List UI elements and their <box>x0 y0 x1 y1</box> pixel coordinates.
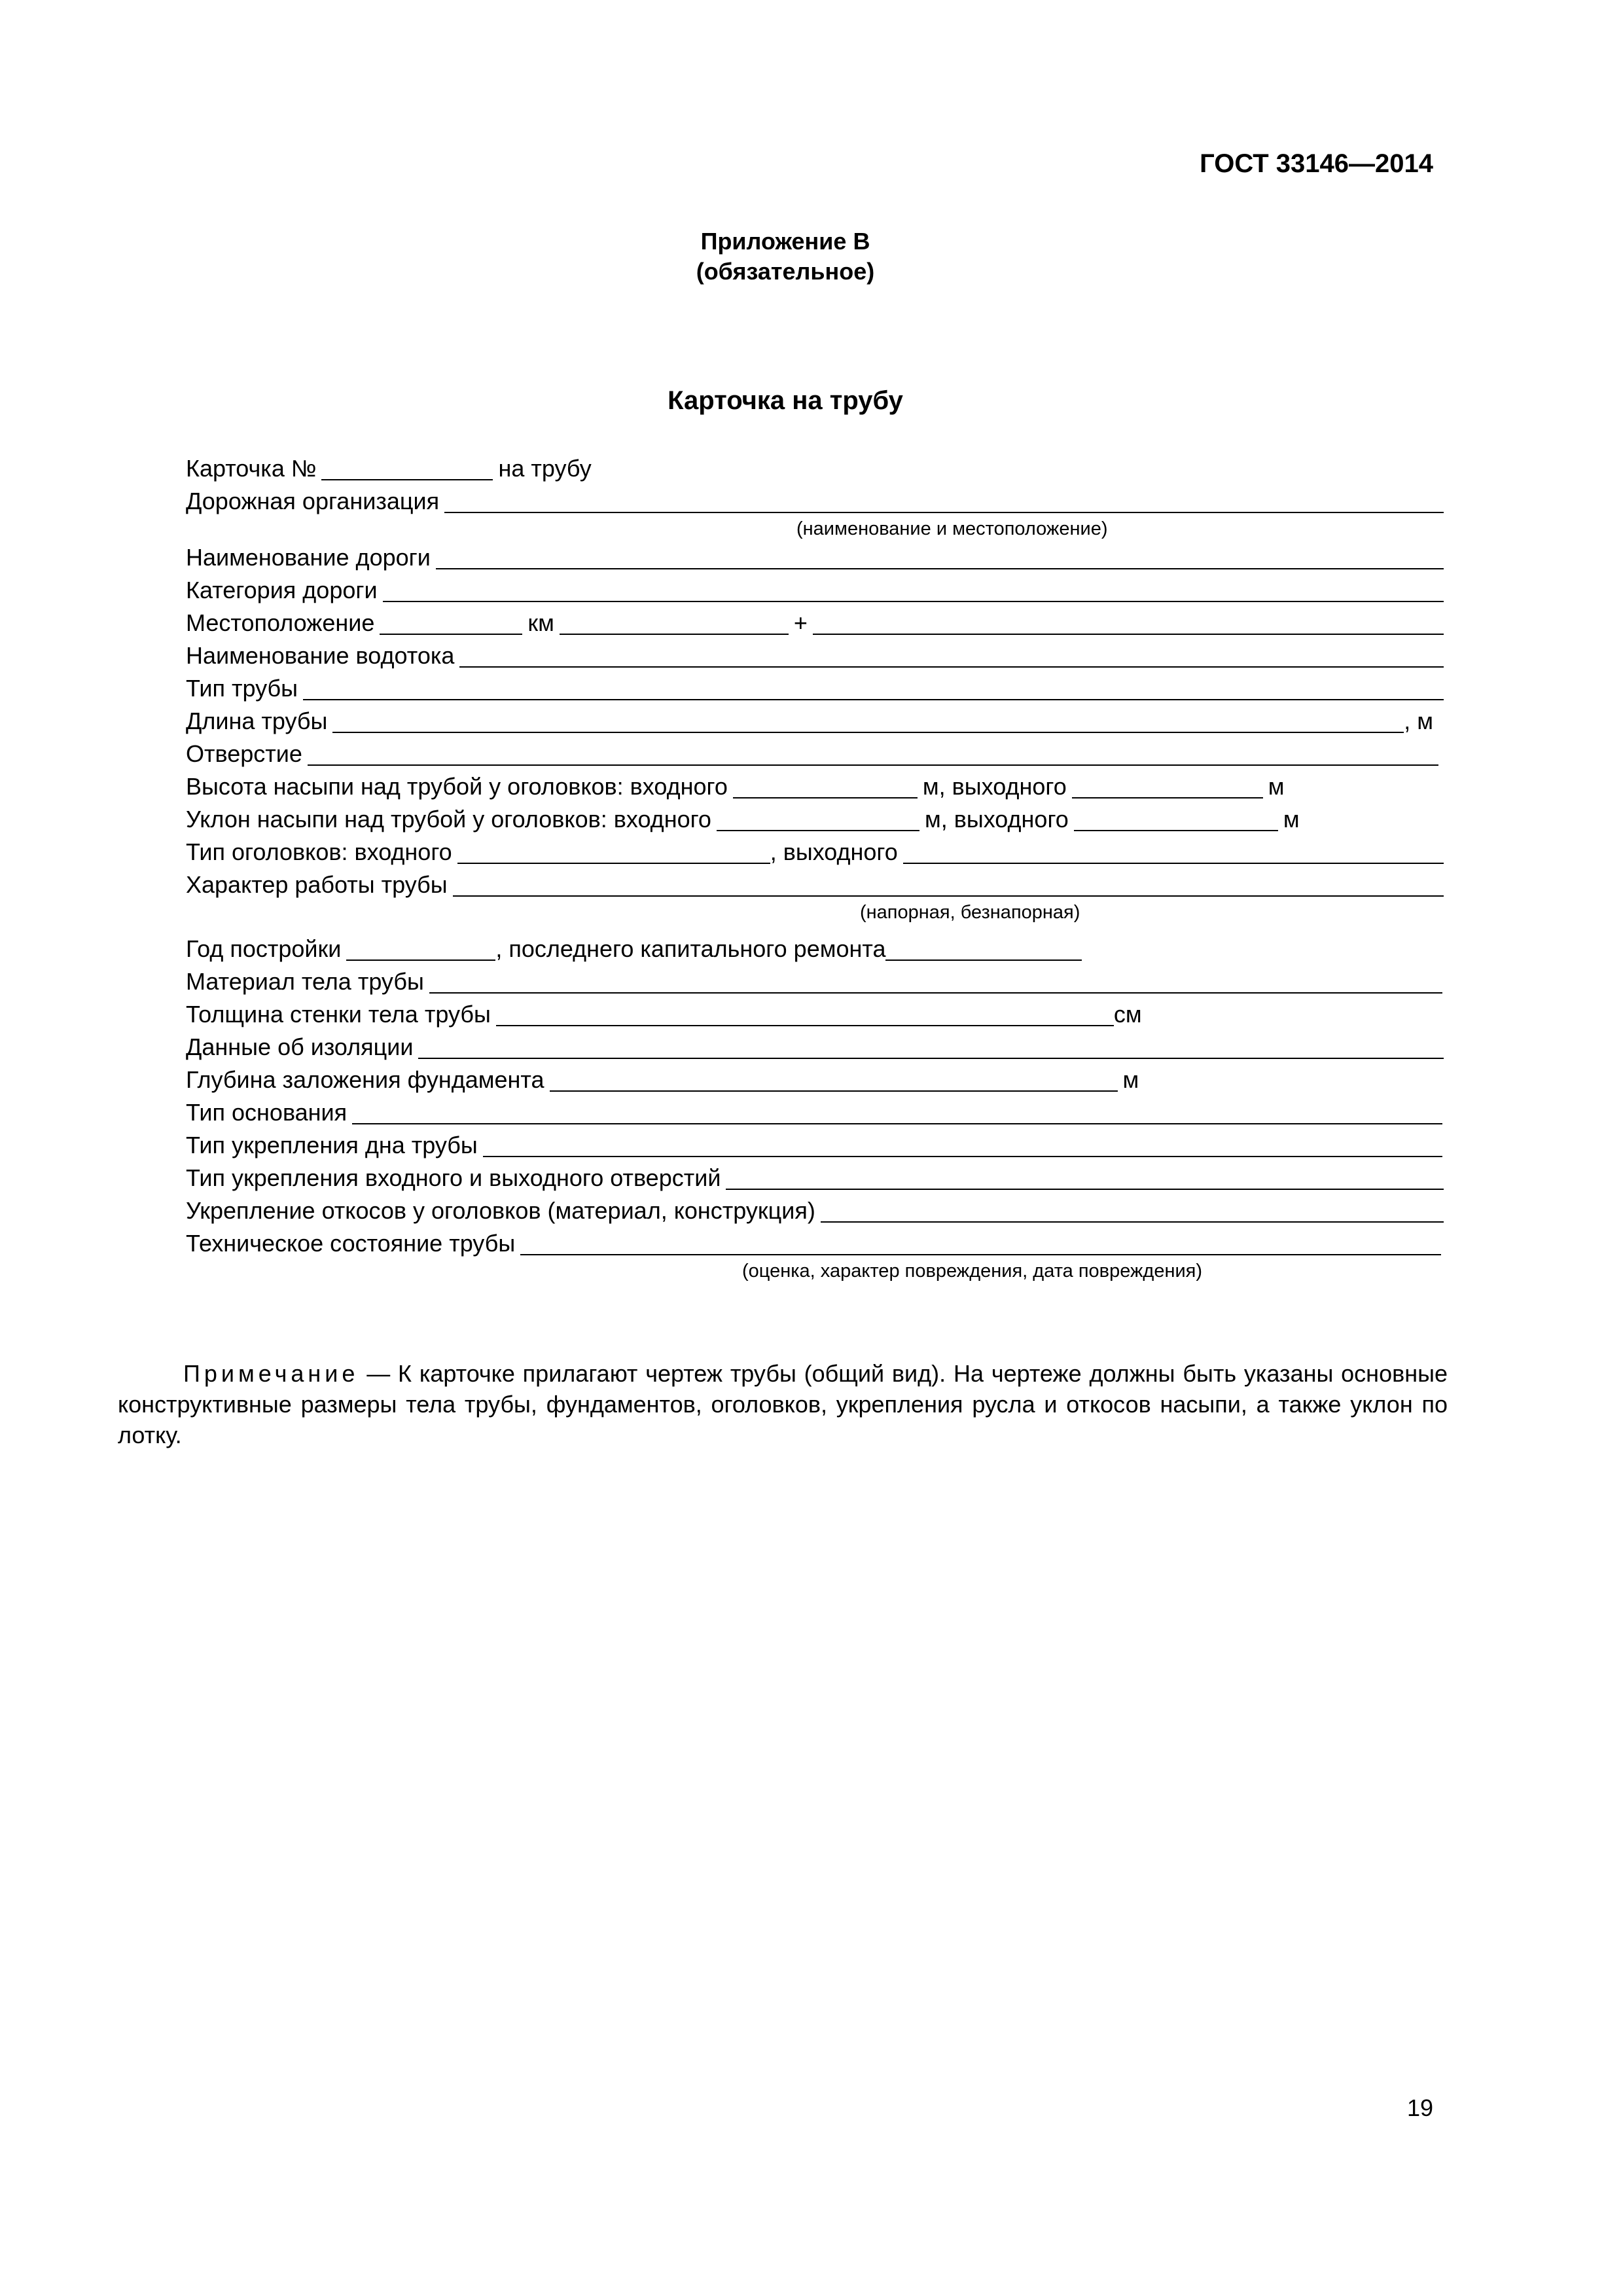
field-label: Местоположение <box>186 609 375 636</box>
base-type-blank[interactable] <box>352 1123 1442 1124</box>
unit-km: км <box>527 609 554 636</box>
field-pipe-type <box>186 672 1449 704</box>
field-label: Тип трубы <box>186 675 298 702</box>
work-mode-blank[interactable] <box>453 895 1444 897</box>
pipe-card-form <box>186 452 1449 1283</box>
road-category-blank[interactable] <box>383 601 1444 602</box>
field-label: Наименование водотока <box>186 642 455 669</box>
fill-slope-out-blank[interactable] <box>1074 830 1278 831</box>
caption-text: (оценка, характер повреждения, дата повреждения) <box>742 1261 1203 1282</box>
field-label: Длина трубы <box>186 708 328 734</box>
field-pipe-length <box>186 704 1449 737</box>
note-label: Примечание <box>183 1360 359 1387</box>
field-label: Техническое состояние трубы <box>186 1230 516 1257</box>
field-insulation <box>186 1030 1449 1063</box>
build-year-blank[interactable] <box>346 960 495 961</box>
head-type-out-blank[interactable] <box>903 863 1444 864</box>
field-opening <box>186 737 1449 770</box>
location-m-blank[interactable] <box>560 634 789 635</box>
field-road-org <box>186 484 1449 517</box>
field-label: Дорожная организация <box>186 488 440 514</box>
field-mid-label: , выходного <box>770 838 898 865</box>
annex-title: Приложение В <box>700 228 870 255</box>
unit-m: , м <box>1404 708 1433 734</box>
caption-text: (напорная, безнапорная) <box>860 902 1080 923</box>
card-number-blank[interactable] <box>321 479 493 480</box>
field-head-type <box>186 835 1449 868</box>
insulation-blank[interactable] <box>418 1058 1444 1059</box>
head-type-in-blank[interactable] <box>457 863 770 864</box>
note-dash: — <box>366 1360 391 1387</box>
openings-reinforcement-blank[interactable] <box>726 1189 1444 1190</box>
unit-m: м <box>1268 773 1285 800</box>
field-label: Материал тела трубы <box>186 968 424 995</box>
unit-cm: см <box>1113 1001 1142 1028</box>
caption-text: (наименование и местоположение) <box>796 518 1108 539</box>
unit-m: м <box>1122 1066 1139 1093</box>
field-label: Глубина заложения фундамента <box>186 1066 544 1093</box>
field-label: Отверстие <box>186 740 302 767</box>
field-suffix: на трубу <box>498 455 592 482</box>
bottom-reinforcement-blank[interactable] <box>483 1156 1442 1157</box>
field-label: Толщина стенки тела трубы <box>186 1001 491 1028</box>
field-openings-reinforcement <box>186 1161 1449 1194</box>
plus-sign: + <box>793 609 808 636</box>
field-technical-state <box>186 1227 1449 1259</box>
field-mid-label: , последнего капитального ремонта <box>495 935 886 962</box>
field-card-number <box>186 452 1449 484</box>
field-label: Тип оголовков: входного <box>186 838 452 865</box>
field-label: Высота насыпи над трубой у оголовков: входного <box>186 773 728 800</box>
work-mode-caption <box>186 901 1449 924</box>
field-fill-height <box>186 770 1449 802</box>
field-wall-thickness <box>186 997 1449 1030</box>
watercourse-blank[interactable] <box>459 666 1444 668</box>
field-base-type <box>186 1096 1449 1128</box>
field-label: Укрепление откосов у оголовков (материал, конструкция) <box>186 1197 815 1224</box>
field-watercourse <box>186 639 1449 672</box>
page-number: 19 <box>1406 2094 1433 2121</box>
pipe-type-blank[interactable] <box>303 699 1444 700</box>
page-title: Карточка на трубу <box>668 386 903 415</box>
road-org-blank[interactable] <box>444 512 1444 513</box>
fill-slope-in-blank[interactable] <box>717 830 919 831</box>
field-body-material <box>186 965 1449 997</box>
location-extra-blank[interactable] <box>813 634 1444 635</box>
fill-height-in-blank[interactable] <box>733 797 918 798</box>
annex-heading <box>0 226 1571 287</box>
note-paragraph <box>118 1358 1448 1450</box>
field-label: Тип основания <box>186 1099 348 1126</box>
road-org-caption <box>186 517 1449 541</box>
field-label: Год постройки <box>186 935 342 962</box>
field-label: Категория дороги <box>186 577 378 603</box>
field-fill-slope <box>186 802 1449 835</box>
field-label: Характер работы трубы <box>186 871 448 898</box>
unit-m: м <box>1283 806 1300 833</box>
location-km-blank[interactable] <box>380 634 522 635</box>
annex-status: (обязательное) <box>696 258 875 285</box>
field-mid-label: м, выходного <box>924 806 1069 833</box>
foundation-depth-blank[interactable] <box>550 1090 1118 1092</box>
fill-height-out-blank[interactable] <box>1072 797 1263 798</box>
wall-thickness-blank[interactable] <box>496 1025 1114 1026</box>
field-label: Данные об изоляции <box>186 1033 414 1060</box>
pipe-length-blank[interactable] <box>332 732 1404 733</box>
field-location <box>186 606 1449 639</box>
technical-state-caption <box>186 1259 1449 1283</box>
field-build-year <box>186 932 1449 965</box>
field-label: Наименование дороги <box>186 544 431 571</box>
opening-blank[interactable] <box>308 764 1438 766</box>
field-mid-label: м, выходного <box>922 773 1067 800</box>
field-label: Тип укрепления дна трубы <box>186 1132 478 1158</box>
field-road-category <box>186 573 1449 606</box>
technical-state-blank[interactable] <box>520 1254 1441 1255</box>
field-label: Уклон насыпи над трубой у оголовков: входного <box>186 806 711 833</box>
document-id: ГОСТ 33146—2014 <box>1200 149 1433 178</box>
field-work-mode <box>186 868 1449 901</box>
field-road-name <box>186 541 1449 573</box>
road-name-blank[interactable] <box>436 568 1444 569</box>
field-label: Карточка № <box>186 455 317 482</box>
repair-year-blank[interactable] <box>885 960 1082 961</box>
field-label: Тип укрепления входного и выходного отверстий <box>186 1164 721 1191</box>
field-bottom-reinforcement <box>186 1128 1449 1161</box>
body-material-blank[interactable] <box>429 992 1442 994</box>
field-slopes-reinforcement <box>186 1194 1449 1227</box>
slopes-reinforcement-blank[interactable] <box>821 1221 1444 1223</box>
field-foundation-depth <box>186 1063 1449 1096</box>
note-text: К карточке прилагают чертеж трубы (общий вид). На чертеже должны быть указаны основные конструктивные размеры тела трубы, фундаментов, оголовков, укрепления русла и откосов насыпи, а также уклон по лотку. <box>118 1360 1448 1448</box>
